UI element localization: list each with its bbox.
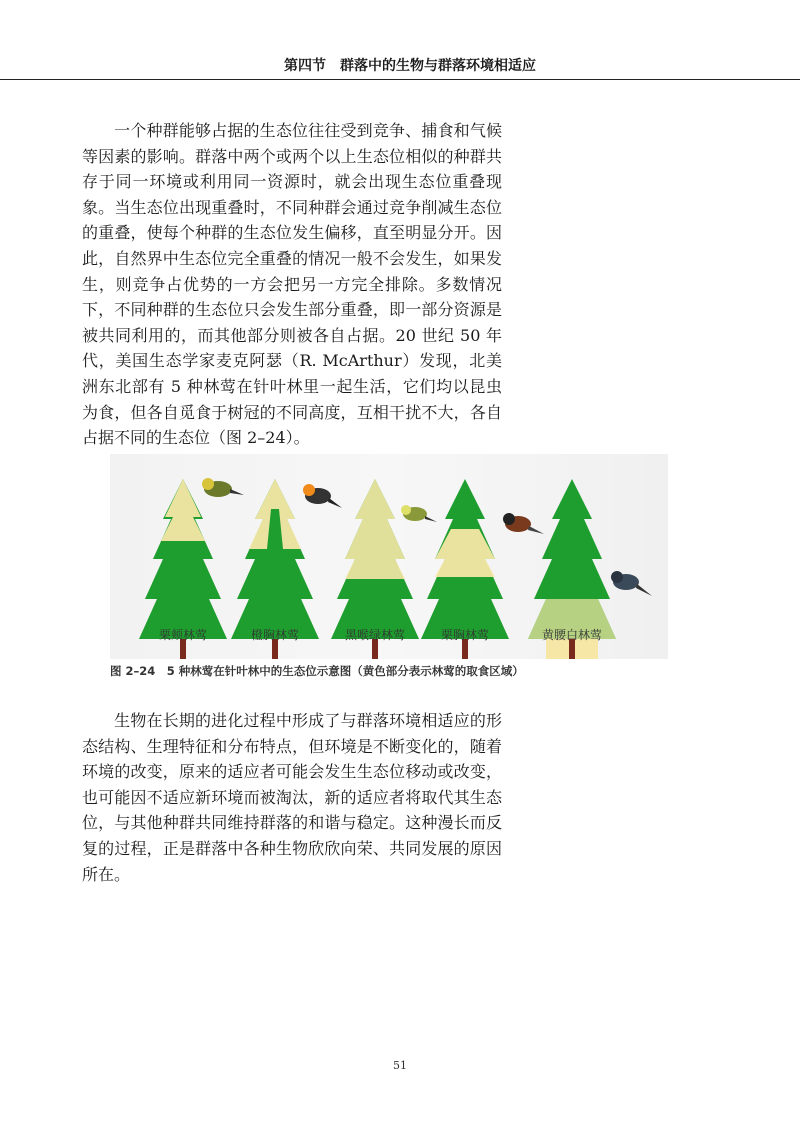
figure-label-5: 黄腰白林莺 bbox=[541, 628, 602, 642]
bird-cape-may bbox=[202, 478, 244, 497]
figure-label-2: 橙胸林莺 bbox=[250, 628, 299, 642]
paragraph-2-text: 生物在长期的进化过程中形成了与群落环境相适应的形态结构、生理特征和分布特点，但环境是不断变化的，随着环境的改变，原来的适应者可能会发生生态位移动或改变，也可能因不适应新环境而被淘汰，新的适应者将取代其生态位，与其他种群共同维持群落的和谐与稳定。这种漫长而反复的过程，正是群落中各种生物欣欣向荣、共同发展的原因所在。 bbox=[82, 711, 502, 884]
bird-bay-breasted bbox=[503, 513, 544, 534]
paragraph-niche-overlap bbox=[82, 118, 502, 451]
bird-yellow-rumped bbox=[611, 571, 652, 596]
bird-black-throated-green bbox=[401, 505, 437, 522]
figure-caption: 图 2–24 5 种林莺在针叶林中的生态位示意图（黄色部分表示林莺的取食区域） bbox=[110, 664, 524, 678]
bird-blackburnian bbox=[303, 484, 342, 508]
paragraph-adaptation bbox=[82, 708, 502, 887]
figure-label-4: 栗胸林莺 bbox=[440, 628, 489, 642]
paragraph-1-text: 一个种群能够占据的生态位往往受到竞争、捕食和气候等因素的影响。群落中两个或两个以上生态位相似的种群共存于同一环境或利用同一资源时，就会出现生态位重叠现象。当生态位出现重叠时，不同种群会通过竞争削减生态位的重叠，使每个种群的生态位发生偏移，直至明显分开。因此，自然界中生态位完全重叠的情况一般不会发生，如果发生，则竞争占优势的一方会把另一方完全排除。多数情况下，不同种群的生态位只会发生部分重叠，即一部分资源是被共同利用的，而其他部分则被各自占据。20 世纪 50 年代，美国生态学家麦克阿瑟（R. McArthur）发现，北美洲东北部有 5 种林莺在针叶林里一起生活，它们均以昆虫为食，但各自觅食于树冠的不同高度，互相干扰不大，各自占据不同的生态位（图 2–24）。 bbox=[82, 121, 502, 448]
header-rule bbox=[0, 79, 800, 80]
chapter-header-title: 第四节 群落中的生物与群落环境相适应 bbox=[284, 58, 536, 74]
figure-label-3: 黑喉绿林莺 bbox=[344, 628, 405, 642]
figure-label-1: 栗颊林莺 bbox=[158, 628, 207, 642]
page-number: 51 bbox=[393, 1059, 407, 1072]
